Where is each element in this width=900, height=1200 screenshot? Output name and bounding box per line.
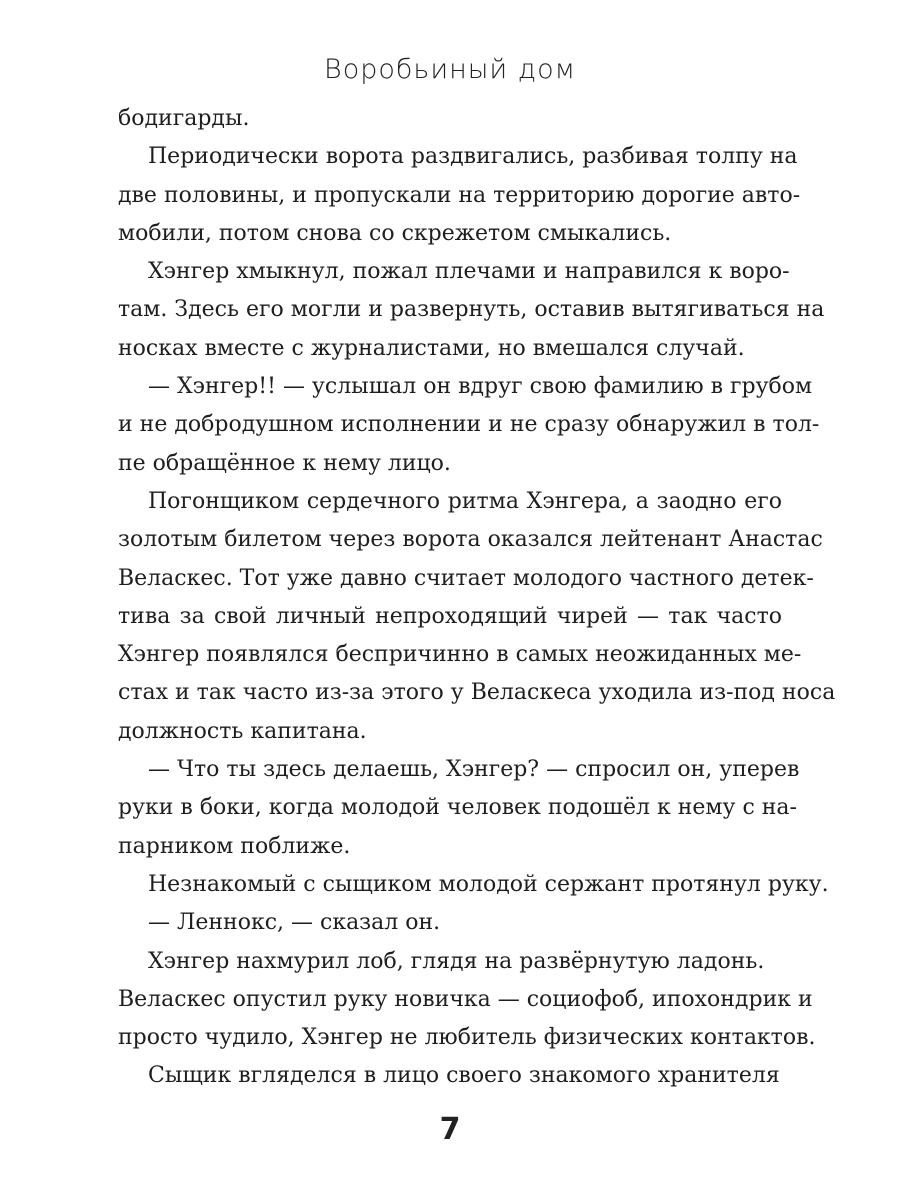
text-line: пе обращённое к нему лицо.: [118, 450, 451, 476]
text-line: просто чудило, Хэнгер не любитель физических контактов.: [118, 1025, 816, 1051]
text-line: — Что ты здесь делаешь, Хэнгер? — спросил он, уперев: [148, 757, 800, 783]
text-line: тива за свой личный непроходящий чирей — так часто: [118, 603, 782, 629]
text-line: золотым билетом через ворота оказался лейтенант Анастас: [118, 527, 823, 553]
running-header: Воробьиный дом: [324, 54, 576, 85]
text-line: Периодически ворота раздвигались, разбивая толпу на: [148, 144, 798, 170]
text-line: Сыщик вгляделся в лицо своего знакомого хранителя: [148, 1063, 780, 1089]
text-line: там. Здесь его могли и развернуть, оставив вытягиваться на: [118, 297, 825, 323]
page-number: 7: [439, 1112, 461, 1147]
text-line: носках вместе с журналистами, но вмешался случай.: [118, 335, 745, 361]
text-line: и не добродушном исполнении и не сразу обнаружил в тол-: [118, 412, 820, 438]
text-line: бодигарды.: [118, 106, 250, 131]
text-line: Незнакомый с сыщиком молодой сержант протянул руку.: [148, 871, 829, 897]
text-line: Хэнгер нахмурил лоб, глядя на развёрнутую ладонь.: [148, 948, 765, 974]
text-line: руки в боки, когда молодой человек подошёл к нему с на-: [118, 795, 797, 821]
text-line: — Леннокс, — сказал он.: [148, 910, 441, 936]
text-line: парником поближе.: [118, 833, 351, 859]
text-line: должность капитана.: [118, 718, 367, 744]
text-line: Хэнгер хмыкнул, пожал плечами и направился к воро-: [148, 259, 790, 285]
text-line: Погонщиком сердечного ритма Хэнгера, а заодно его: [148, 488, 782, 514]
text-line: Хэнгер появлялся беспричинно в самых неожиданных ме-: [118, 642, 802, 668]
page-body-text: [118, 100, 836, 1096]
text-line: стах и так часто из-за этого у Веласкеса уходила из-под носа: [118, 680, 836, 706]
text-line: мобили, потом снова со скрежетом смыкались.: [118, 220, 672, 246]
text-line: — Хэнгер!! — услышал он вдруг свою фамилию в грубом: [148, 374, 813, 400]
text-line: Веласкес опустил руку новичка — социофоб, ипохондрик и: [118, 986, 813, 1012]
text-line: Веласкес. Тот уже давно считает молодого частного детек-: [118, 565, 814, 591]
text-line: две половины, и пропускали на территорию дорогие авто-: [118, 182, 801, 208]
